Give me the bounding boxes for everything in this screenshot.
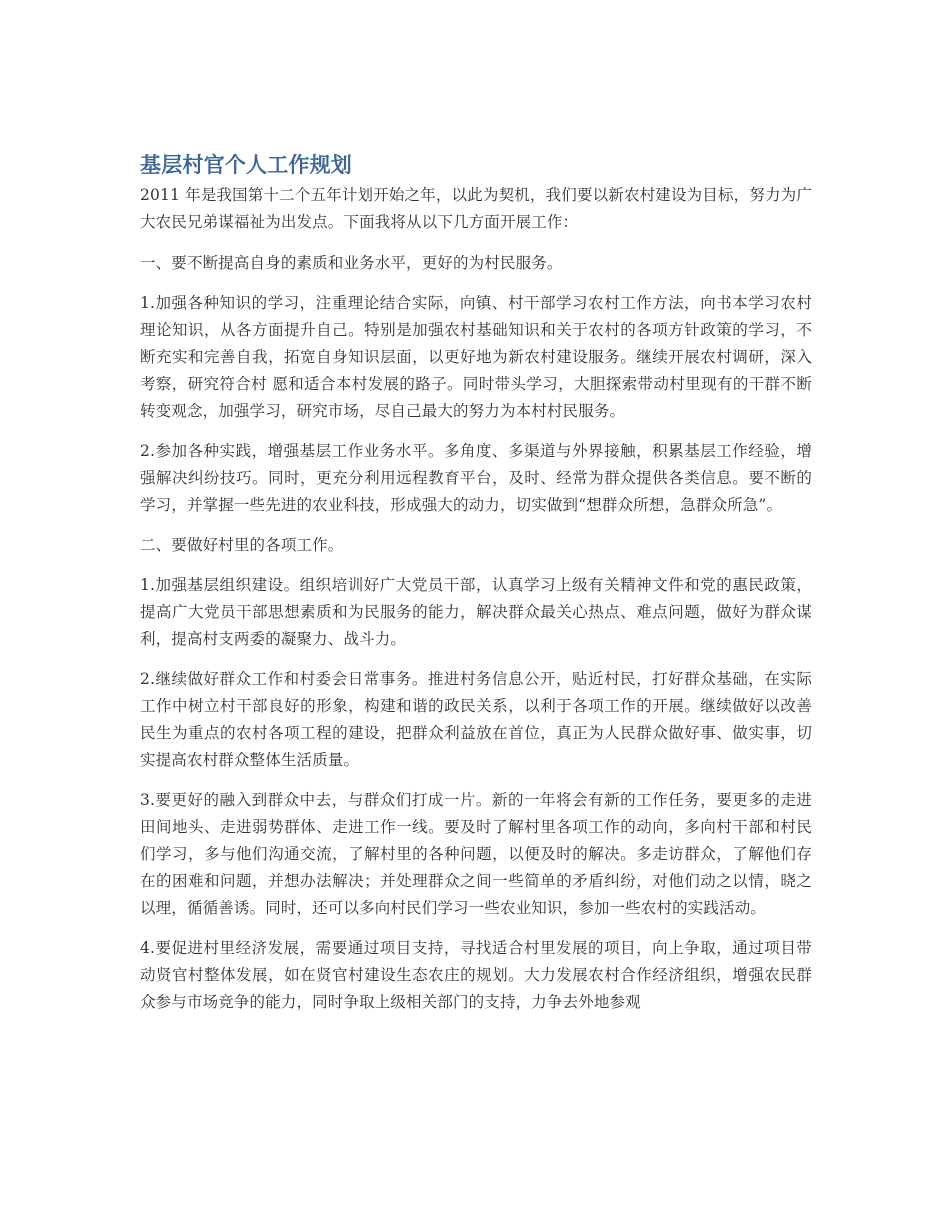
paragraph-1-1: 1.加强各种知识的学习，注重理论结合实际，向镇、村干部学习农村工作方法，向书本学习农村理论知识，从各方面提升自己。特别是加强农村基础知识和关于农村的各项方针政策的学习，不断充实和完善自我，拓宽自身知识层面，以更好地为新农村建设服务。继续开展农村调研，深入考察，研究符合村 愿和适合本村发展的路子。同时带头学习，大胆探索带动村里现有的干群不断转变观念，加强学习，研究市场，尽自己最大的努力为本村村民服务。 [140, 294, 812, 420]
paragraph-2-4: 4.要促进村里经济发展，需要通过项目支持，寻找适合村里发展的项目，向上争取，通过项目带动贤官村整体发展，如在贤官村建设生态农庄的规划。大力发展农村合作经济组织，增强农民群众参与市场竞争的能力，同时争取上级相关部门的支持，力争去外地参观 [140, 939, 812, 1011]
document-page [140, 150, 812, 1029]
section-heading-2: 二、要做好村里的各项工作。 [140, 536, 344, 554]
paragraph-intro: 2011 年是我国第十二个五年计划开始之年，以此为契机，我们要以新农村建设为目标，努力为广大农民兄弟谋福祉为出发点。下面我将从以下几方面开展工作： [140, 186, 812, 231]
paragraph-2-1: 1.加强基层组织建设。组织培训好广大党员干部，认真学习上级有关精神文件和党的惠民政策，提高广大党员干部思想素质和为民服务的能力，解决群众最关心热点、难点问题，做好为群众谋利，提高村支两委的凝聚力、战斗力。 [140, 576, 812, 648]
paragraph-2-3: 3.要更好的融入到群众中去，与群众们打成一片。新的一年将会有新的工作任务，要更多的走进田间地头、走进弱势群体、走进工作一线。要及时了解村里各项工作的动向，多向村干部和村民们学习，多与他们沟通交流，了解村里的各种问题，以便及时的解决。多走访群众，了解他们存在的困难和问题，并想办法解决；并处理群众之间一些简单的矛盾纠纷，对他们动之以情，晓之以理，循循善诱。同时，还可以多向村民们学习一些农业知识，参加一些农村的实践活动。 [140, 791, 812, 917]
section-heading-1: 一、要不断提高自身的素质和业务水平，更好的为村民服务。 [140, 254, 563, 272]
paragraph-1-2: 2.参加各种实践，增强基层工作业务水平。多角度、多渠道与外界接触，积累基层工作经验，增强解决纠纷技巧。同时，更充分利用远程教育平台，及时、经常为群众提供各类信息。要不断的学习，并掌握一些先进的农业科技，形成强大的动力，切实做到“想群众所想，急群众所急”。 [140, 442, 812, 514]
document-title: 基层村官个人工作规划 [140, 153, 352, 177]
paragraph-2-2: 2.继续做好群众工作和村委会日常事务。推进村务信息公开，贴近村民，打好群众基础，在实际工作中树立村干部良好的形象，构建和谐的政民关系，以利于各项工作的开展。继续做好以改善民生为重点的农村各项工程的建设，把群众利益放在首位，真正为人民群众做好事、做实事，切实提高农村群众整体生活质量。 [140, 670, 812, 769]
